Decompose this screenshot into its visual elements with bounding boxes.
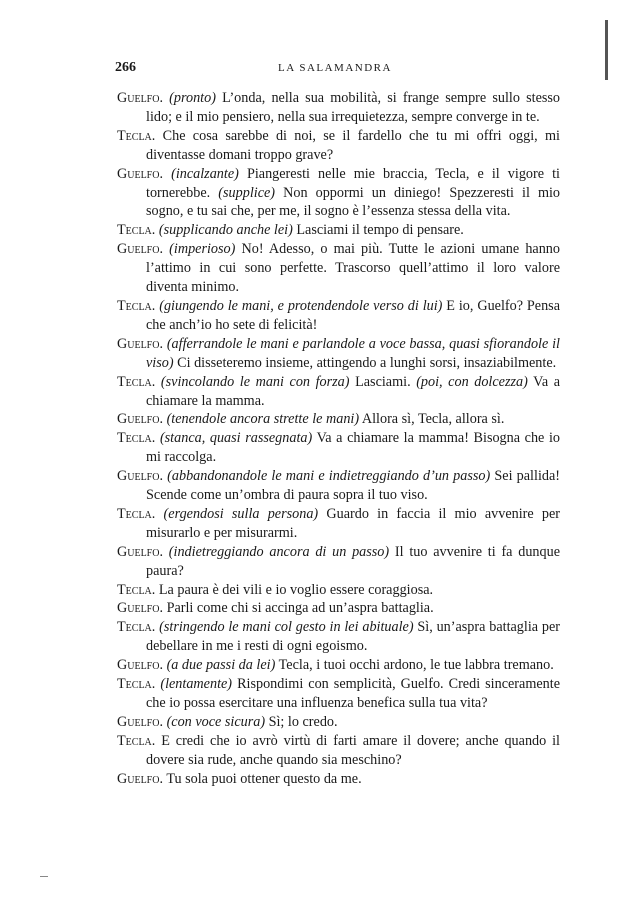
stage-direction: (a due passi da lei) bbox=[166, 657, 276, 674]
spoken-text: Lasciami il tempo di pensare. bbox=[296, 222, 464, 239]
spoken-text: Guardo in faccia il mio avvenire per misurarlo e per misurarmi. bbox=[146, 505, 560, 541]
spoken-text: Che cosa sarebbe di noi, se il fardello che tu mi offri oggi, mi diventasse domani troppo grave? bbox=[146, 127, 560, 163]
spoken-text: Sei pallida! Scende come un’ombra di paura sopra il tuo viso. bbox=[146, 468, 561, 504]
page-number: 266 bbox=[115, 60, 136, 75]
stage-direction: (imperioso) bbox=[169, 241, 236, 258]
stage-direction: (stanca, quasi rassegnata) bbox=[159, 430, 313, 447]
speaker-name: Tecla. bbox=[117, 619, 156, 636]
spoken-text: Tu sola puoi ottener questo da me. bbox=[166, 770, 362, 787]
stage-direction: (con voce sicura) bbox=[166, 713, 266, 730]
dialogue-line bbox=[117, 770, 560, 789]
speaker-name: Guelfo. bbox=[117, 411, 164, 428]
stage-direction: (incalzante) bbox=[171, 165, 239, 182]
dialogue-line bbox=[117, 656, 560, 675]
stage-direction: (afferrandole le mani e parlandole a voce bassa, quasi sfiorandole il viso) bbox=[146, 335, 560, 371]
dialogue-line bbox=[117, 713, 560, 732]
speaker-name: Tecla. bbox=[117, 581, 156, 598]
speaker-name: Tecla. bbox=[117, 732, 156, 749]
dialogue-line bbox=[117, 335, 560, 373]
scan-smudge bbox=[40, 876, 48, 877]
dialogue-line bbox=[117, 127, 560, 165]
page-header bbox=[115, 60, 555, 80]
spoken-text: Va a chiamare la mamma! Bisogna che io mi raccolga. bbox=[146, 430, 560, 466]
stage-direction: (svincolando le mani con forza) bbox=[160, 373, 350, 390]
spoken-text: Non oppormi un diniego! Spezzeresti il mio sogno, e tu sai che, per me, il sogno è l’essenza stessa della vita. bbox=[146, 184, 561, 220]
stage-direction: (ergendosi sulla persona) bbox=[163, 505, 319, 522]
page-edge-mark bbox=[605, 20, 608, 80]
speaker-name: Guelfo. bbox=[117, 335, 164, 352]
speaker-name: Guelfo. bbox=[117, 241, 164, 258]
stage-direction: (tenendole ancora strette le mani) bbox=[166, 411, 360, 428]
spoken-text: Rispondimi con semplicità, Guelfo. Credi sinceramente che io possa esercitare una influenza benefica sulla tua vita? bbox=[146, 676, 560, 711]
dialogue-line bbox=[117, 467, 560, 505]
spoken-text: Lasciami. bbox=[355, 373, 411, 390]
stage-direction: (pronto) bbox=[169, 90, 216, 106]
dialogue-line bbox=[117, 505, 560, 543]
spoken-text: Il tuo avvenire ti fa dunque paura? bbox=[146, 543, 561, 579]
stage-direction: (stringendo le mani col gesto in lei abituale) bbox=[159, 619, 414, 636]
spoken-text: Piangeresti nelle mie braccia, Tecla, e il vigore ti tornerebbe. bbox=[146, 165, 561, 201]
stage-direction: (lentamente) bbox=[160, 676, 233, 693]
stage-direction: (poi, con dolcezza) bbox=[416, 373, 528, 390]
spoken-text: Va a chiamare la mamma. bbox=[146, 373, 560, 409]
dialogue-line bbox=[117, 89, 560, 127]
speaker-name: Guelfo. bbox=[117, 543, 164, 560]
dialogue-line bbox=[117, 240, 560, 297]
dialogue-line bbox=[117, 297, 560, 335]
speaker-name: Tecla. bbox=[117, 222, 156, 239]
dialogue-line bbox=[117, 221, 560, 240]
dialogue-line bbox=[117, 618, 560, 656]
spoken-text: Parli come chi si accinga ad un’aspra battaglia. bbox=[166, 600, 434, 617]
spoken-text: No! Adesso, o mai più. Tutte le azioni umane hanno l’attimo in cui sono perfette. Trascorso quell’attimo il loro valore diventa minimo. bbox=[146, 241, 560, 296]
spoken-text: E credi che io avrò virtù di farti amare il dovere; anche quando il dovere sia rude, anche quando sia meschino? bbox=[146, 732, 561, 768]
stage-direction: (abbandonandole le mani e indietreggiando d’un passo) bbox=[167, 468, 491, 485]
stage-direction: (supplicando anche lei) bbox=[158, 222, 293, 239]
speaker-name: Guelfo. bbox=[117, 657, 164, 674]
speaker-name: Tecla. bbox=[117, 430, 156, 447]
spoken-text: Sì; lo credo. bbox=[268, 713, 338, 730]
speaker-name: Guelfo. bbox=[117, 713, 164, 730]
speaker-name: Guelfo. bbox=[117, 468, 164, 485]
speaker-name: Guelfo. bbox=[117, 770, 164, 787]
speaker-name: Guelfo. bbox=[117, 90, 164, 106]
dialogue-line bbox=[117, 581, 560, 600]
spoken-text: E io, Guelfo? Pensa che anch’io ho sete di felicità! bbox=[146, 297, 560, 333]
dialogue-line bbox=[117, 429, 560, 467]
spoken-text: Allora sì, Tecla, allora sì. bbox=[361, 411, 505, 428]
spoken-text: L’onda, nella sua mobilità, si frange sempre sullo stesso lido; e il mio pensiero, nella sua irrequietezza, sempre converge in te. bbox=[146, 90, 560, 125]
dialogue-line bbox=[117, 543, 560, 581]
speaker-name: Tecla. bbox=[117, 297, 156, 314]
dialogue-line bbox=[117, 165, 560, 222]
speaker-name: Guelfo. bbox=[117, 165, 164, 182]
dialogue-line bbox=[117, 410, 560, 429]
speaker-name: Tecla. bbox=[117, 505, 156, 522]
spoken-text: Ci disseteremo insieme, attingendo a lunghi sorsi, insaziabilmente. bbox=[177, 354, 557, 371]
stage-direction: (indietreggiando ancora di un passo) bbox=[168, 543, 390, 560]
speaker-name: Guelfo. bbox=[117, 600, 164, 617]
stage-direction: (giungendo le mani, e protendendole verso di lui) bbox=[159, 297, 443, 314]
running-title: LA SALAMANDRA bbox=[278, 62, 392, 74]
speaker-name: Tecla. bbox=[117, 373, 156, 390]
spoken-text: La paura è dei vili e io voglio essere coraggiosa. bbox=[158, 581, 434, 598]
dialogue-line bbox=[117, 732, 560, 770]
spoken-text: Tecla, i tuoi occhi ardono, le tue labbra tremano. bbox=[278, 657, 554, 674]
dialogue-line bbox=[117, 675, 560, 713]
stage-direction: (supplice) bbox=[218, 184, 276, 201]
spoken-text: Sì, un’aspra battaglia per debellare in me i resti di ogni egoismo. bbox=[146, 619, 561, 655]
dialogue-line bbox=[117, 599, 560, 618]
speaker-name: Tecla. bbox=[117, 676, 156, 693]
speaker-name: Tecla. bbox=[117, 127, 156, 144]
dialogue-body bbox=[117, 89, 560, 789]
dialogue-line bbox=[117, 373, 560, 411]
